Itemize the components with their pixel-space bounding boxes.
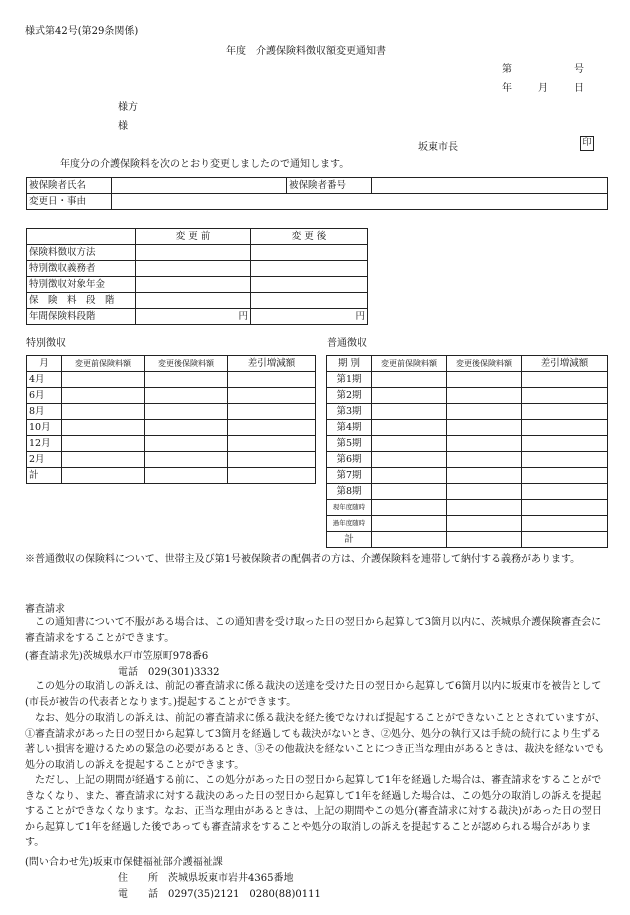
document-title: 年度 介護保険料徴収額変更通知書 bbox=[226, 46, 386, 57]
review-destination: (審査請求先)茨城県水戸市笠原町978番6 bbox=[25, 651, 209, 662]
change-row-label: 保険料徴収方法 bbox=[27, 245, 136, 261]
yen-unit: 円 bbox=[251, 309, 368, 325]
yen-unit: 円 bbox=[136, 309, 251, 325]
normal-header: 差引増減額 bbox=[522, 356, 608, 372]
normal-header: 期 別 bbox=[327, 356, 372, 372]
special-row-label: 8月 bbox=[27, 404, 62, 420]
insured-table bbox=[26, 177, 608, 210]
special-row-label: 12月 bbox=[27, 436, 62, 452]
change-reason-value bbox=[112, 194, 608, 210]
intro-text: 年度分の介護保険料を次のとおり変更しましたので通知します。 bbox=[60, 159, 350, 170]
change-table bbox=[26, 228, 368, 325]
phone-label: 電 話 bbox=[118, 889, 158, 900]
form-number: 様式第42号(第29条関係) bbox=[25, 26, 139, 37]
special-title: 特別徴収 bbox=[26, 338, 66, 349]
special-row-label: 6月 bbox=[27, 388, 62, 404]
insured-number-label: 被保険者番号 bbox=[287, 178, 372, 194]
normal-row-label: 第7期 bbox=[327, 468, 372, 484]
normal-row-label: 現年度随時 bbox=[327, 500, 372, 516]
special-row-label: 4月 bbox=[27, 372, 62, 388]
normal-header: 変更後保険料額 bbox=[447, 356, 522, 372]
special-header: 月 bbox=[27, 356, 62, 372]
sama-label: 様 bbox=[118, 121, 128, 132]
contact-label: (問い合わせ先)坂東市保健福祉部介護福祉課 bbox=[25, 857, 223, 868]
exception-paragraph: なお、処分の取消しの訴えは、前記の審査請求に係る裁決を経た後でなければ提起することができないこととされていますが、①審査請求があった日の翌日から起算して3箇月を経過しても裁決がないとき、②処分、処分の執行又は手続の続行により生ずる著しい損害を避けるための緊急の必要があるとき、③その他裁決を経ないことにつき正当な理由があるときは、裁決を経ないでも処分の取消しの訴えを提起することができます。 bbox=[25, 713, 605, 771]
normal-row-label: 計 bbox=[327, 532, 372, 548]
special-header: 変更前保険料額 bbox=[62, 356, 145, 372]
change-row-label: 特別徴収対象年金 bbox=[27, 277, 136, 293]
normal-row-label: 過年度随時 bbox=[327, 516, 372, 532]
lawsuit-paragraph: この処分の取消しの訴えは、前記の審査請求に係る裁決の送達を受けた日の翌日から起算して6箇月以内に坂東市を被告として(市長が被告の代表者となります。)提起することができます。 bbox=[25, 681, 602, 708]
normal-row-label: 第3期 bbox=[327, 404, 372, 420]
day-label: 日 bbox=[574, 83, 584, 94]
address-value: 茨城県坂東市岩井4365番地 bbox=[168, 873, 294, 884]
samakata-label: 様方 bbox=[118, 102, 138, 113]
change-row-label: 保 険 料 段 階 bbox=[27, 293, 136, 309]
go-label: 号 bbox=[574, 64, 584, 75]
special-row-label: 計 bbox=[27, 468, 62, 484]
normal-row-label: 第4期 bbox=[327, 420, 372, 436]
special-header: 差引増減額 bbox=[228, 356, 316, 372]
deadline-paragraph: ただし、上記の期間が経過する前に、この処分があった日の翌日から起算して1年を経過した場合は、審査請求をすることができなくなり、また、審査請求に対する裁決のあった日の翌日から起算して1年を経過した場合は、この処分の取消しの訴えを提起することができなくなります。なお、正当な理由があるときは、上記の期間やこの処分(審査請求に対する裁決)があった日の翌日から起算して1年を経過した後であっても審査請求をすることや処分の取消しの訴えを提起することが認められる場合があります。 bbox=[25, 775, 602, 848]
normal-row-label: 第6期 bbox=[327, 452, 372, 468]
review-text: この通知書について不服がある場合は、この通知書を受け取った日の翌日から起算して3箇月以内に、茨城県介護保険審査会に審査請求をすることができます。 bbox=[25, 617, 602, 644]
mayor-label: 坂東市長 bbox=[418, 142, 458, 153]
seal-box: 印 bbox=[580, 136, 594, 151]
normal-row-label: 第2期 bbox=[327, 388, 372, 404]
normal-header: 変更前保険料額 bbox=[372, 356, 447, 372]
change-reason-label: 変更日・事由 bbox=[27, 194, 112, 210]
phone-value: 0297(35)2121 0280(88)0111 bbox=[168, 889, 321, 900]
review-title: 審査請求 bbox=[25, 604, 65, 615]
insured-name-label: 被保険者氏名 bbox=[27, 178, 112, 194]
normal-row-label: 第8期 bbox=[327, 484, 372, 500]
review-phone: 電話 029(301)3332 bbox=[118, 667, 220, 678]
dai-label: 第 bbox=[502, 64, 512, 75]
normal-row-label: 第1期 bbox=[327, 372, 372, 388]
month-label: 月 bbox=[538, 83, 548, 94]
change-before-header: 変 更 前 bbox=[136, 229, 251, 245]
joint-liability-note: ※普通徴収の保険料について、世帯主及び第1号被保険者の配偶者の方は、介護保険料を連帯して納付する義務があります。 bbox=[25, 554, 581, 565]
change-row-label: 年間保険料段階 bbox=[27, 309, 136, 325]
normal-row-label: 第5期 bbox=[327, 436, 372, 452]
change-row-label: 特別徴収義務者 bbox=[27, 261, 136, 277]
normal-title: 普通徴収 bbox=[327, 338, 367, 349]
special-row-label: 10月 bbox=[27, 420, 62, 436]
change-after-header: 変 更 後 bbox=[251, 229, 368, 245]
special-table bbox=[26, 355, 316, 484]
year-label: 年 bbox=[502, 83, 512, 94]
special-header: 変更後保険料額 bbox=[145, 356, 228, 372]
special-row-label: 2月 bbox=[27, 452, 62, 468]
normal-table bbox=[326, 355, 608, 548]
insured-number-value bbox=[372, 178, 608, 194]
insured-name-value bbox=[112, 178, 287, 194]
address-label: 住 所 bbox=[118, 873, 158, 884]
